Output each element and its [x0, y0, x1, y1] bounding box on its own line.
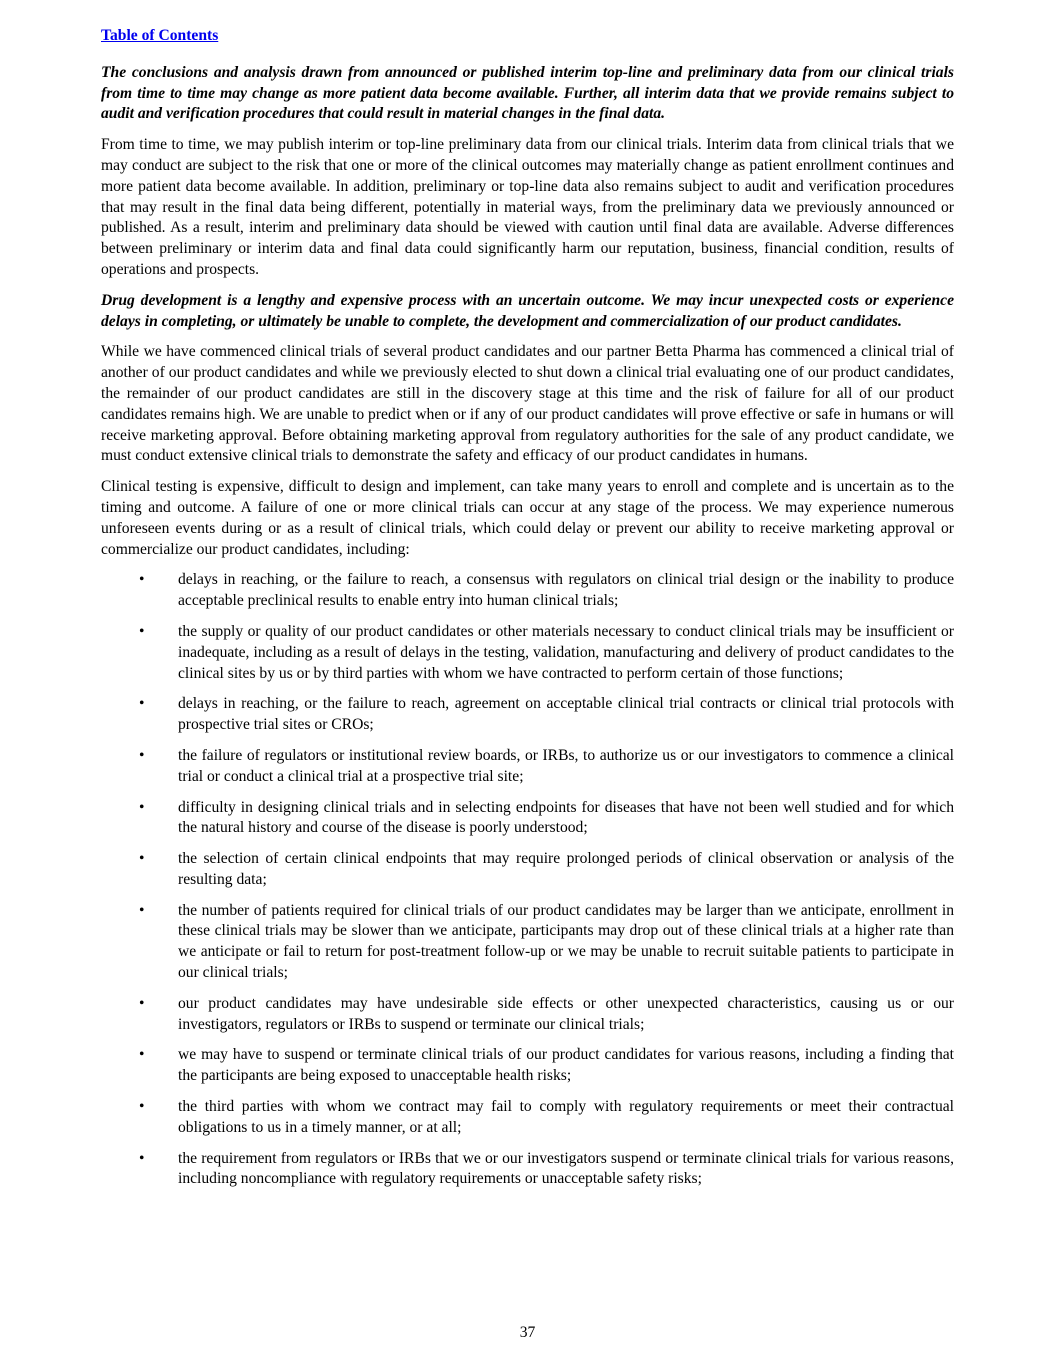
document-page [101, 26, 954, 1200]
bullet-marker: • [139, 1046, 145, 1064]
bullet-marker: • [139, 571, 145, 589]
list-item [101, 694, 954, 736]
list-item-text: delays in reaching, or the failure to reach, a consensus with regulators on clinical trial design or the inability to produce acceptable preclinical results to enable entry into human clinical trials; [178, 571, 954, 610]
paragraph-interim-data: From time to time, we may publish interim or top-line preliminary data from our clinical trials. Interim data from clinical trials that we may conduct are subject to the risk that one or more of the clinical outcomes may materially change as patient enrollment continues and more patient data become available. In addition, preliminary or top-line data also remains subject to audit and verification procedures that may result in the final data being different, potentially in material ways, from the preliminary data we previously announced or published. As a result, interim and preliminary data should be viewed with caution until final data are available. Adverse differences between preliminary or interim data and final data could significantly harm our reputation, business, financial condition, results of operations and prospects. [101, 136, 954, 278]
risk-heading-interim-data: The conclusions and analysis drawn from announced or published interim top-line and preliminary data from our clinical trials from time to time may change as more patient data become available. Further, all interim data that we provide remains subject to audit and verification procedures that could result in material changes in the final data. [101, 63, 954, 123]
list-item [101, 1045, 954, 1087]
list-item [101, 1149, 954, 1191]
bullet-marker: • [139, 850, 145, 868]
table-of-contents-link[interactable]: Table of Contents [101, 27, 219, 44]
list-item-text: the requirement from regulators or IRBs that we or our investigators suspend or terminate clinical trials for various reasons, including noncompliance with regulatory requirements or unacceptable safety risks; [178, 1149, 954, 1188]
risk-heading-drug-development: Drug development is a lengthy and expensive process with an uncertain outcome. We may incur unexpected costs or experience delays in completing, or ultimately be unable to complete, the development and commercialization of our product candidates. [101, 291, 954, 330]
list-item-text: the failure of regulators or institutional review boards, or IRBs, to authorize us or our investigators to commence a clinical trial or conduct a clinical trial at a prospective trial site; [178, 746, 954, 785]
list-item [101, 901, 954, 984]
paragraph-product-candidates: While we have commenced clinical trials of several product candidates and our partner Betta Pharma has commenced a clinical trial of another of our product candidates and while we previously elected to shut down a clinical trial evaluating one of our product candidates, the remainder of our product candidates are still in the discovery stage at this time and the risk of failure for all of our product candidates remains high. We are unable to predict when or if any of our product candidates will prove effective or safe in humans or will receive marketing approval. Before obtaining marketing approval from regulatory authorities for the sale of any product candidate, we must conduct extensive clinical trials to demonstrate the safety and efficacy of our product candidates in humans. [101, 343, 954, 465]
list-item [101, 849, 954, 891]
list-item [101, 1097, 954, 1139]
bullet-marker: • [139, 622, 145, 640]
list-item-text: the supply or quality of our product candidates or other materials necessary to conduct clinical trials may be insufficient or inadequate, including as a result of delays in the testing, validation, manufacturing and delivery of product candidates to the clinical sites by us or by third parties with whom we have contracted to perform certain of those functions; [178, 622, 954, 682]
list-item [101, 746, 954, 788]
bullet-marker: • [139, 1149, 145, 1167]
bullet-marker: • [139, 798, 145, 816]
list-item-text: we may have to suspend or terminate clinical trials of our product candidates for various reasons, including a finding that the participants are being exposed to unacceptable health risks; [178, 1046, 954, 1085]
bullet-marker: • [139, 746, 145, 764]
bullet-marker: • [139, 1098, 145, 1116]
list-item-text: the selection of certain clinical endpoints that may require prolonged periods of clinical observation or analysis of the resulting data; [178, 850, 954, 888]
list-item-text: the number of patients required for clinical trials of our product candidates may be larger than we anticipate, enrollment in these clinical trials may be slower than we anticipate, participants may drop out of these clinical trials at a higher rate than we anticipate or fail to return for post-treatment follow-up or we may be unable to recruit suitable patients to participate in our clinical trials; [178, 901, 954, 982]
list-item-text: delays in reaching, or the failure to reach, agreement on acceptable clinical trial contracts or clinical trial protocols with prospective trial sites or CROs; [178, 695, 954, 734]
bullet-marker: • [139, 695, 145, 713]
list-item [101, 994, 954, 1036]
unforeseen-events-list [101, 570, 954, 1190]
bullet-marker: • [139, 994, 145, 1012]
list-item-text: our product candidates may have undesirable side effects or other unexpected characteristics, causing us or our investigators, regulators or IRBs to suspend or terminate our clinical trials; [178, 994, 954, 1033]
list-item [101, 622, 954, 684]
page-number: 37 [519, 1324, 536, 1341]
list-item-text: the third parties with whom we contract may fail to comply with regulatory requirements or meet their contractual obligations to us in a timely manner, or at all; [178, 1098, 954, 1136]
list-item-text: difficulty in designing clinical trials and in selecting endpoints for diseases that have not been well studied and for which the natural history and course of the disease is poorly understood; [178, 798, 954, 837]
paragraph-clinical-testing: Clinical testing is expensive, difficult to design and implement, can take many years to enroll and complete and is uncertain as to the timing and outcome. A failure of one or more clinical trials can occur at any stage of the process. We may experience numerous unforeseen events during or as a result of clinical trials, which could delay or prevent our ability to receive marketing approval or commercialize our product candidates, including: [101, 478, 954, 558]
bullet-marker: • [139, 901, 145, 919]
list-item [101, 798, 954, 840]
list-item [101, 570, 954, 612]
